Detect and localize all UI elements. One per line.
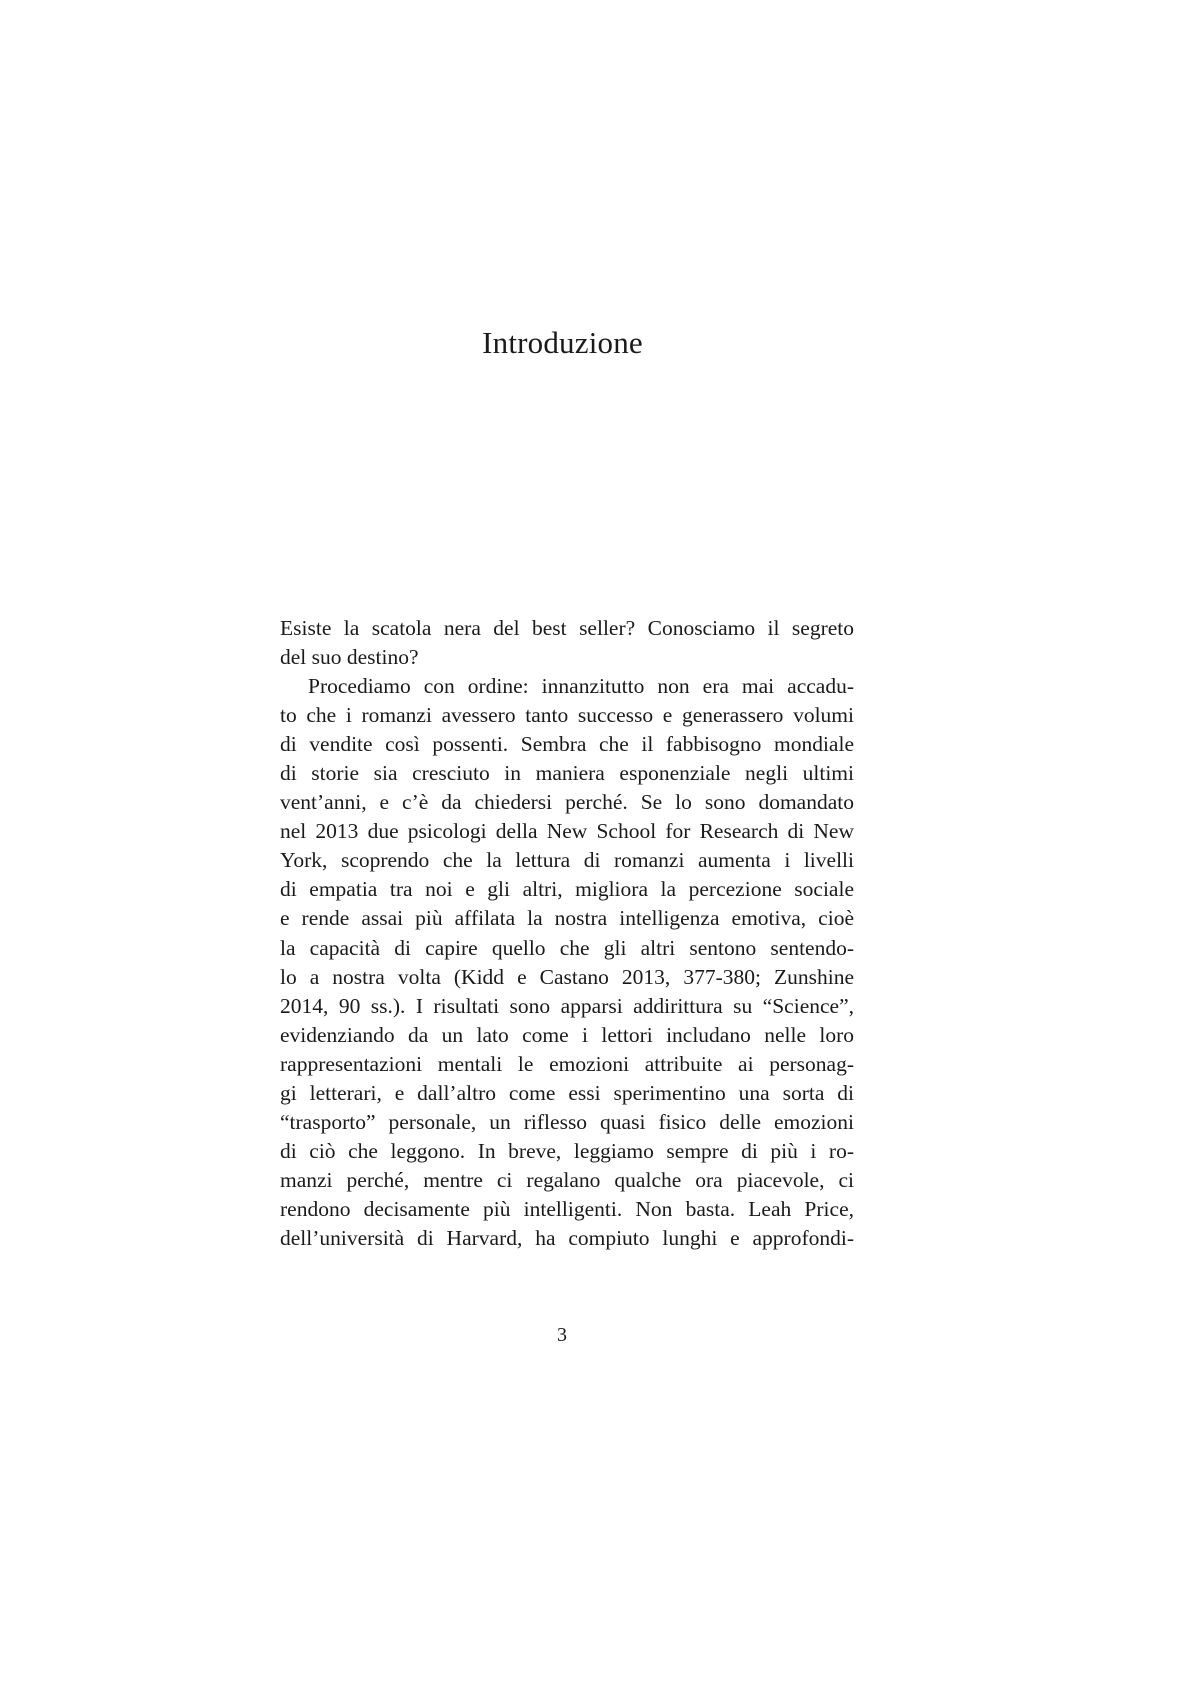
text-line: gi letterari, e dall’altro come essi sperimentino una sorta di: [280, 1080, 854, 1105]
text-line: di vendite così possenti. Sembra che il fabbisogno mondiale: [280, 732, 854, 757]
text-line: la capacità di capire quello che gli altri sentono sentendo-: [280, 935, 854, 960]
text-line: del suo destino?: [280, 645, 419, 670]
text-line: e rende assai più affilata la nostra intelligenza emotiva, cioè: [280, 906, 854, 931]
text-line: dell’università di Harvard, ha compiuto lunghi e approfondi-: [280, 1225, 854, 1250]
text-line: manzi perché, mentre ci regalano qualche ora piacevole, ci: [280, 1167, 854, 1192]
text-line: rappresentazioni mentali le emozioni attribuite ai personag-: [280, 1051, 854, 1076]
text-line: 2014, 90 ss.). I risultati sono apparsi addirittura su “Science”,: [280, 993, 854, 1018]
text-line: di empatia tra noi e gli altri, migliora la percezione sociale: [280, 877, 854, 902]
text-line: vent’anni, e c’è da chiedersi perché. Se lo sono domandato: [280, 790, 854, 815]
body-text: [280, 614, 854, 1253]
text-line: di ciò che leggono. In breve, leggiamo sempre di più i ro-: [280, 1138, 854, 1163]
text-line: nel 2013 due psicologi della New School for Research di New: [280, 819, 854, 844]
text-line: Procediamo con ordine: innanzitutto non era mai accadu-: [308, 674, 854, 699]
text-line: to che i romanzi avessero tanto successo e generassero volumi: [280, 703, 854, 728]
text-line: York, scoprendo che la lettura di romanzi aumenta i livelli: [280, 848, 854, 873]
text-line: di storie sia cresciuto in maniera esponenziale negli ultimi: [280, 761, 854, 786]
text-line: rendono decisamente più intelligenti. Non basta. Leah Price,: [280, 1196, 854, 1221]
chapter-title: Introduzione: [482, 325, 643, 360]
page-number: 3: [557, 1324, 567, 1346]
text-line: lo a nostra volta (Kidd e Castano 2013, 377-380; Zunshine: [280, 964, 854, 989]
text-line: evidenziando da un lato come i lettori includano nelle loro: [280, 1022, 854, 1047]
text-line: “trasporto” personale, un riflesso quasi fisico delle emozioni: [280, 1109, 854, 1134]
text-line: Esiste la scatola nera del best seller? Conosciamo il segreto: [280, 616, 854, 640]
